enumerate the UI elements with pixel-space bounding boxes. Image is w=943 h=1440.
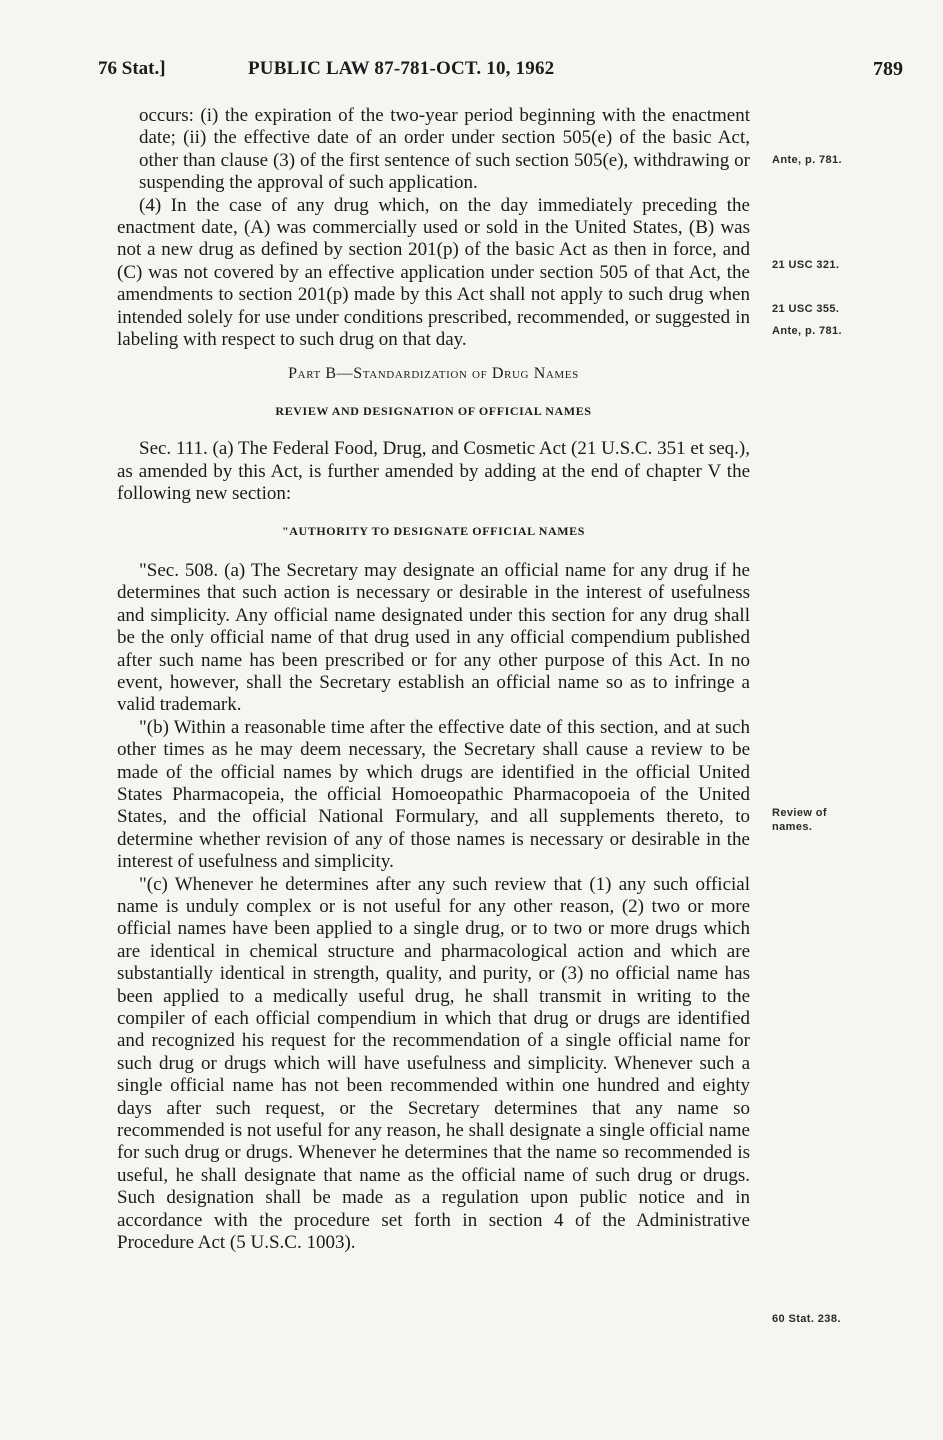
margin-note-ante-781: Ante, p. 781.	[772, 154, 842, 166]
paragraph-4: (4) In the case of any drug which, on the day immediately preceding the enactment date, (A) was commercially used or sold in the United States, (B) was not a new drug as defined by section 201(p) of the basic Act as then in force, and (C) was not covered by an effective application under section 505 of that Act, the amendments to section 201(p) made by this Act shall not apply to such drug when intended solely for use under conditions prescribed, recommended, or suggested in labeling with respect to such drug on that day.	[117, 194, 750, 351]
margin-note-21-usc-355: 21 USC 355.	[772, 303, 840, 315]
margin-note-ante-781-second: Ante, p. 781.	[772, 325, 842, 337]
page-number: 789	[873, 58, 903, 80]
statute-volume: 76 Stat.]	[98, 58, 166, 79]
running-header	[98, 58, 903, 86]
section-508-c: "(c) Whenever he determines after any such review that (1) any such official name is unduly complex or is not useful for any other reason, (2) two or more official names have been applied to a single drug, or to two or more drugs which are identical in chemical structure and pharmacological action and which are substantially identical in strength, quality, and purity, or (3) no official name has been applied to a medically useful drug, he shall transmit in writing to the compiler of each official compendium in which that drug or drugs are identified and recognized his request for the recommendation of a single official name for such drug or drugs which will have usefulness and simplicity. Whenever such a single official name has not been recommended within one hundred and eighty days after such request, or the Secretary determines that any name so recommended is not useful for any reason, he shall designate a single official name for such drug or drugs. Whenever he determines that the name so recommended is useful, he shall designate that name as the official name of such drug or drugs. Such designation shall be made as a regulation upon public notice and in accordance with the procedure set forth in section 4 of the Administrative Procedure Act (5 U.S.C. 1003).	[117, 873, 750, 1254]
part-heading: Part B—Standardization of Drug Names	[288, 365, 579, 383]
margin-note-21-usc-321: 21 USC 321.	[772, 259, 840, 271]
section-508-b: "(b) Within a reasonable time after the effective date of this section, and at such other times as he may deem necessary, the Secretary shall cause a review to be made of the official names by which drugs are identified in the official United States Pharmacopeia, the official Homoeopathic Pharmacopoeia of the United States, and the official National Formulary, and all supplements thereto, to determine whether revision of any of those names is necessary or desirable in the interest of usefulness and simplicity.	[117, 716, 750, 873]
paragraph-continuation: occurs: (i) the expiration of the two-year period beginning with the enactment date; (ii) the effective date of an order under section 505(e) of the basic Act, other than clause (3) of the first sentence of such section 505(e), withdrawing or suspending the approval of such application.	[139, 105, 750, 194]
section-111: Sec. 111. (a) The Federal Food, Drug, and Cosmetic Act (21 U.S.C. 351 et seq.), as amended by this Act, is further amended by adding at the end of chapter V the following new section:	[117, 438, 750, 505]
margin-note-60-stat-238: 60 Stat. 238.	[772, 1313, 841, 1325]
margin-note-review-of-names: Review of names.	[772, 807, 827, 833]
section-heading-review: REVIEW AND DESIGNATION OF OFFICIAL NAMES	[275, 403, 592, 418]
law-title: PUBLIC LAW 87-781-OCT. 10, 1962	[248, 58, 555, 79]
section-508-a: "Sec. 508. (a) The Secretary may designate an official name for any drug if he determines that such action is necessary or desirable in the interest of usefulness and simplicity. Any official name designated under this section for any drug shall be the only official name of that drug used in any official compendium published after such name has been prescribed or for any other purpose of this Act. In no event, however, shall the Secretary establish an official name so as to infringe a valid trademark.	[117, 559, 750, 716]
body-text	[117, 105, 750, 1255]
section-heading-authority: "AUTHORITY TO DESIGNATE OFFICIAL NAMES	[281, 523, 586, 538]
